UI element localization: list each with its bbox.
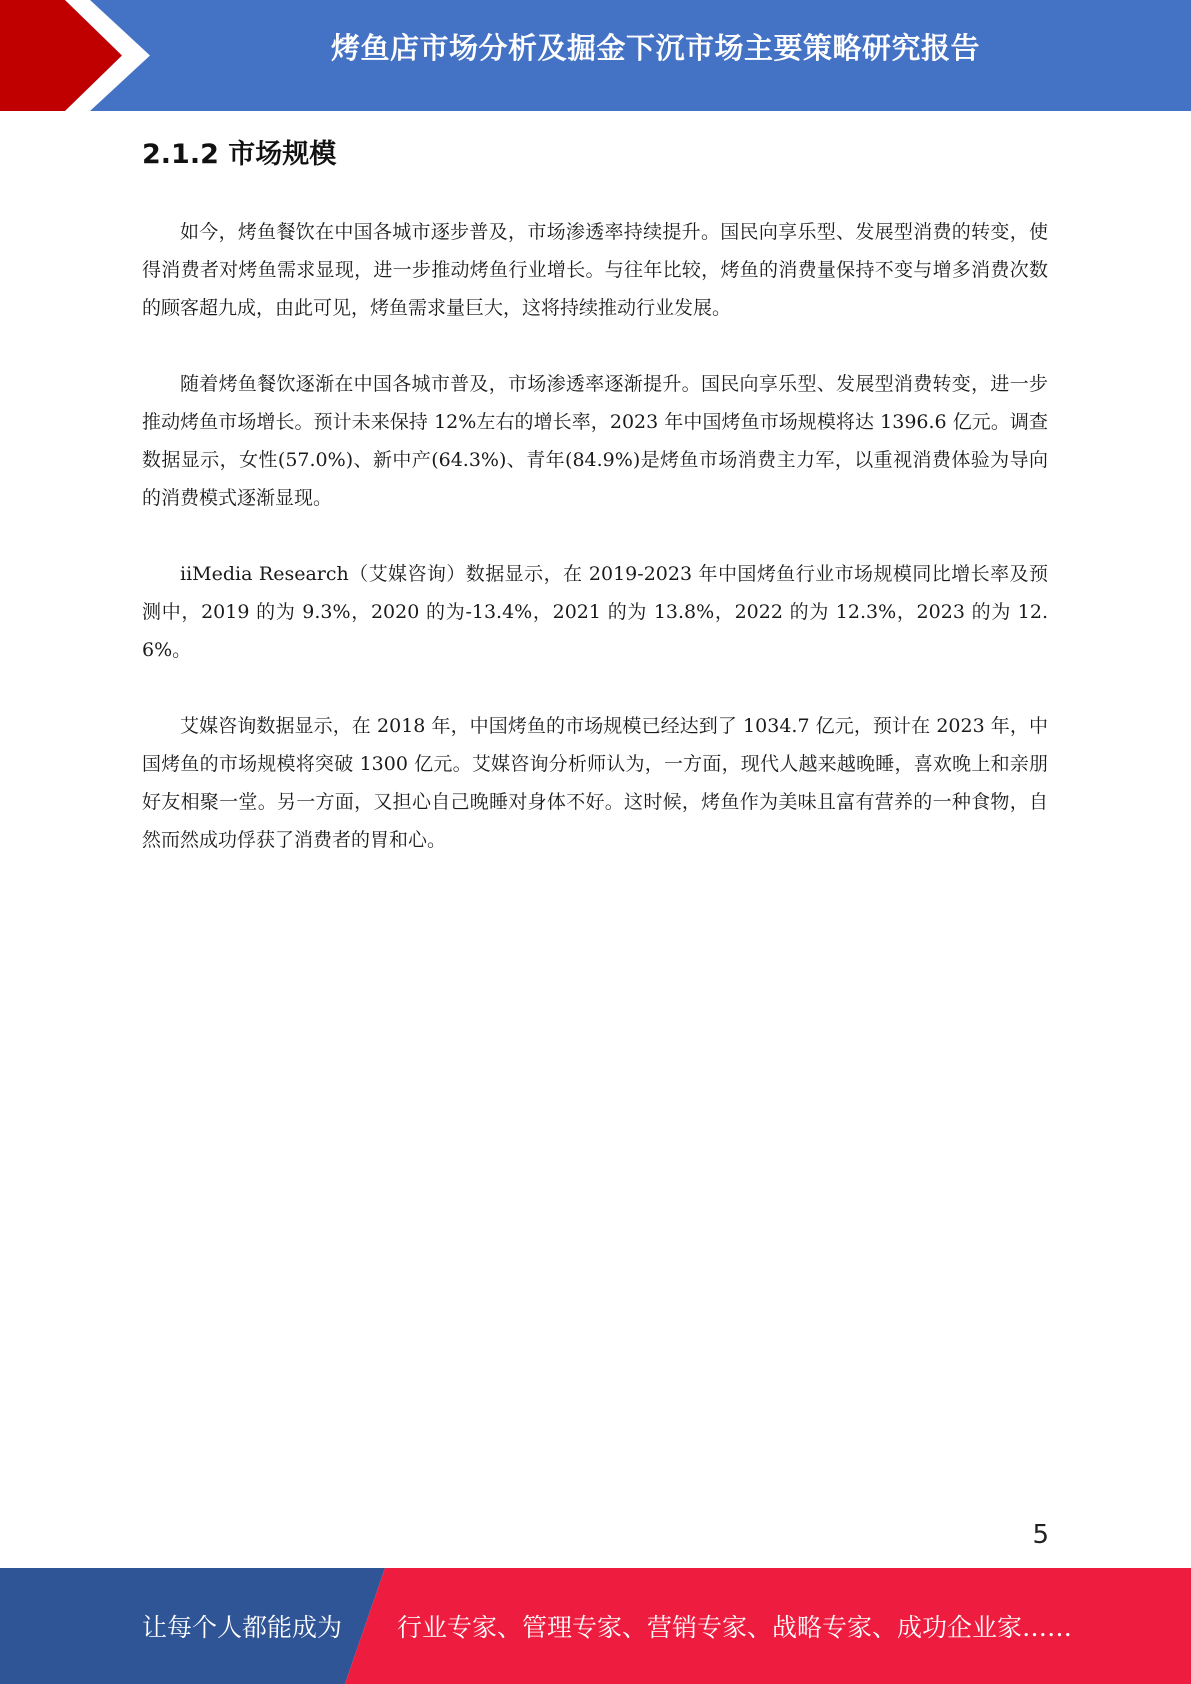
page-footer [0, 1568, 1191, 1684]
paragraph-1: 如今，烤鱼餐饮在中国各城市逐步普及，市场渗透率持续提升。国民向享乐型、发展型消费的转变，使得消费者对烤鱼需求显现，进一步推动烤鱼行业增长。与往年比较，烤鱼的消费量保持不变与增多消费次数的顾客超九成，由此可见，烤鱼需求量巨大，这将持续推动行业发展。 [142, 221, 1048, 319]
page-number: 5 [1032, 1520, 1049, 1550]
body-content [142, 213, 1048, 897]
paragraph-4: 艾媒咨询数据显示，在 2018 年，中国烤鱼的市场规模已经达到了 1034.7 亿元，预计在 2023 年，中国烤鱼的市场规模将突破 1300 亿元。艾媒咨询分析师认为，一方面，现代人越来越晚睡，喜欢晚上和亲朋好友相聚一堂。另一方面，又担心自己晚睡对身体不好。这时候，烤鱼作为美味且富有营养的一种食物，自然而然成功俘获了消费者的胃和心。 [142, 715, 1048, 851]
footer-slogan-left: 让每个人都能成为 [142, 1613, 343, 1642]
paragraph-3: iiMedia Research（艾媒咨询）数据显示，在 2019-2023 年中国烤鱼行业市场规模同比增长率及预测中，2019 的为 9.3%，2020 的为-13.4%，2021 的为 13.8%，2022 的为 12.3%，2023 的为 12.6%。 [142, 563, 1048, 661]
report-title: 烤鱼店市场分析及掘金下沉市场主要策略研究报告 [330, 31, 980, 65]
paragraph-2: 随着烤鱼餐饮逐渐在中国各城市普及，市场渗透率逐渐提升。国民向享乐型、发展型消费转变，进一步推动烤鱼市场增长。预计未来保持 12%左右的增长率，2023 年中国烤鱼市场规模将达 1396.6 亿元。调查数据显示，女性(57.0%)、新中产(64.3%)、青年(84.9%)是烤鱼市场消费主力军，以重视消费体验为导向的消费模式逐渐显现。 [142, 373, 1048, 509]
section-heading: 2.1.2 市场规模 [142, 139, 337, 170]
footer-slogan-right: 行业专家、管理专家、营销专家、战略专家、成功企业家…… [397, 1613, 1073, 1642]
header-chevron-decoration [0, 0, 160, 111]
page-header [0, 0, 1191, 111]
